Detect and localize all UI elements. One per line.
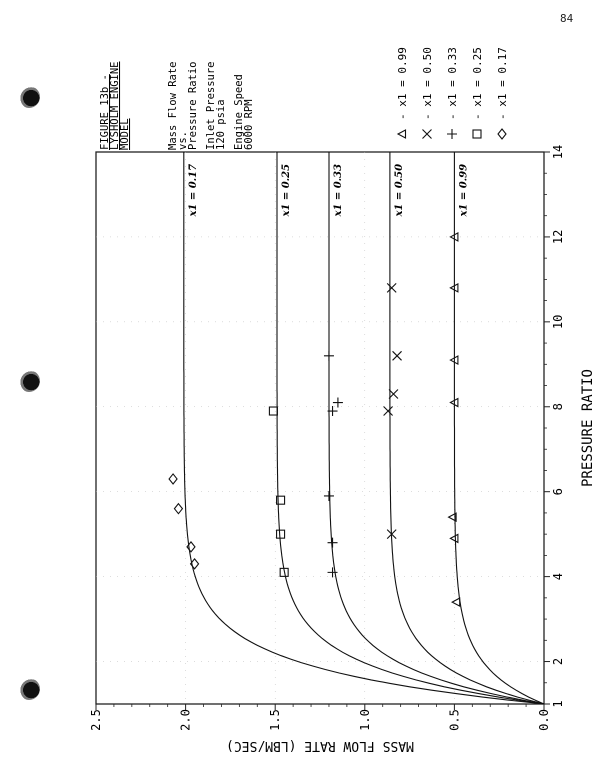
- marker-plus: [328, 538, 338, 548]
- desc-line3: Pressure Ratio: [187, 61, 199, 150]
- marker-diamond: [174, 504, 182, 514]
- inlet-line2: 120 psia: [215, 99, 227, 150]
- x-tick-label: 1: [551, 700, 565, 708]
- x-tick-label: 4: [551, 572, 565, 581]
- x-tick-label: 14: [551, 144, 565, 160]
- model-curve: [184, 152, 544, 704]
- figure-title-line1: FIGURE 13b -: [99, 74, 111, 150]
- legend-label: - x1 = 0.33: [446, 47, 459, 120]
- curve-label: x1 = 0.99: [458, 163, 470, 217]
- marker-x: [393, 351, 402, 360]
- x-tick-label: 10: [551, 314, 565, 330]
- figure-title-line2: LYSHOLM ENGINE: [109, 61, 121, 150]
- y-tick-label: 1.5: [268, 709, 283, 731]
- faint-grid: [96, 152, 544, 704]
- x-tick-label: 2: [551, 657, 565, 666]
- y-tick-label: 2.0: [178, 709, 193, 731]
- marker-x: [387, 283, 396, 292]
- marker-plus: [324, 351, 334, 361]
- curve-label: x1 = 0.25: [280, 163, 292, 217]
- x-tick-label: 12: [551, 229, 565, 245]
- curve-label: x1 = 0.17: [187, 163, 199, 217]
- marker-x: [384, 407, 393, 416]
- marker-diamond: [169, 474, 177, 484]
- page-number: 84: [560, 12, 574, 25]
- x-axis: [544, 145, 565, 708]
- legend: [396, 47, 509, 139]
- curve-label: x1 = 0.50: [393, 163, 405, 217]
- y-axis: [89, 704, 551, 731]
- marker-triangle: [398, 130, 406, 138]
- model-curve: [454, 152, 544, 704]
- y-tick-label: 1.0: [357, 709, 372, 731]
- marker-square: [473, 130, 481, 138]
- inlet-line1: Inlet Pressure: [205, 61, 217, 150]
- legend-label: - x1 = 0.17: [496, 47, 509, 120]
- marker-triangle: [450, 534, 458, 542]
- y-axis-title: MASS FLOW RATE (LBM/SEC): [226, 738, 414, 753]
- model-curve: [329, 152, 544, 704]
- desc-line1: Mass Flow Rate: [167, 61, 179, 150]
- marker-x: [423, 130, 432, 139]
- points-layer: [169, 233, 460, 606]
- marker-plus: [324, 491, 334, 501]
- marker-plus: [447, 129, 457, 139]
- x-tick-label: 6: [551, 488, 565, 496]
- marker-triangle: [452, 598, 460, 606]
- speed-line1: Engine Speed: [233, 74, 245, 150]
- x-axis-title: PRESSURE RATIO: [580, 368, 596, 488]
- y-tick-label: 0.0: [537, 709, 551, 731]
- y-tick-label: 2.5: [89, 709, 103, 731]
- legend-label: - x1 = 0.25: [471, 47, 484, 120]
- curve-label: x1 = 0.33: [332, 163, 344, 217]
- y-tick-label: 0.5: [447, 709, 462, 731]
- x-tick-label: 8: [551, 403, 565, 411]
- desc-line2: vs.: [177, 131, 189, 150]
- plot-frame: [96, 152, 544, 704]
- model-curve: [277, 152, 544, 704]
- marker-square: [269, 407, 277, 415]
- figure-caption: [99, 61, 255, 150]
- legend-label: - x1 = 0.50: [421, 47, 434, 120]
- marker-square: [277, 530, 285, 538]
- curves-layer: [184, 152, 544, 704]
- speed-line2: 6000 RPM: [243, 99, 255, 150]
- figure-title-line3: MODEL: [119, 118, 131, 150]
- marker-plus: [333, 398, 343, 408]
- model-curve: [390, 152, 544, 704]
- marker-diamond: [498, 129, 506, 139]
- legend-label: - x1 = 0.99: [396, 47, 409, 120]
